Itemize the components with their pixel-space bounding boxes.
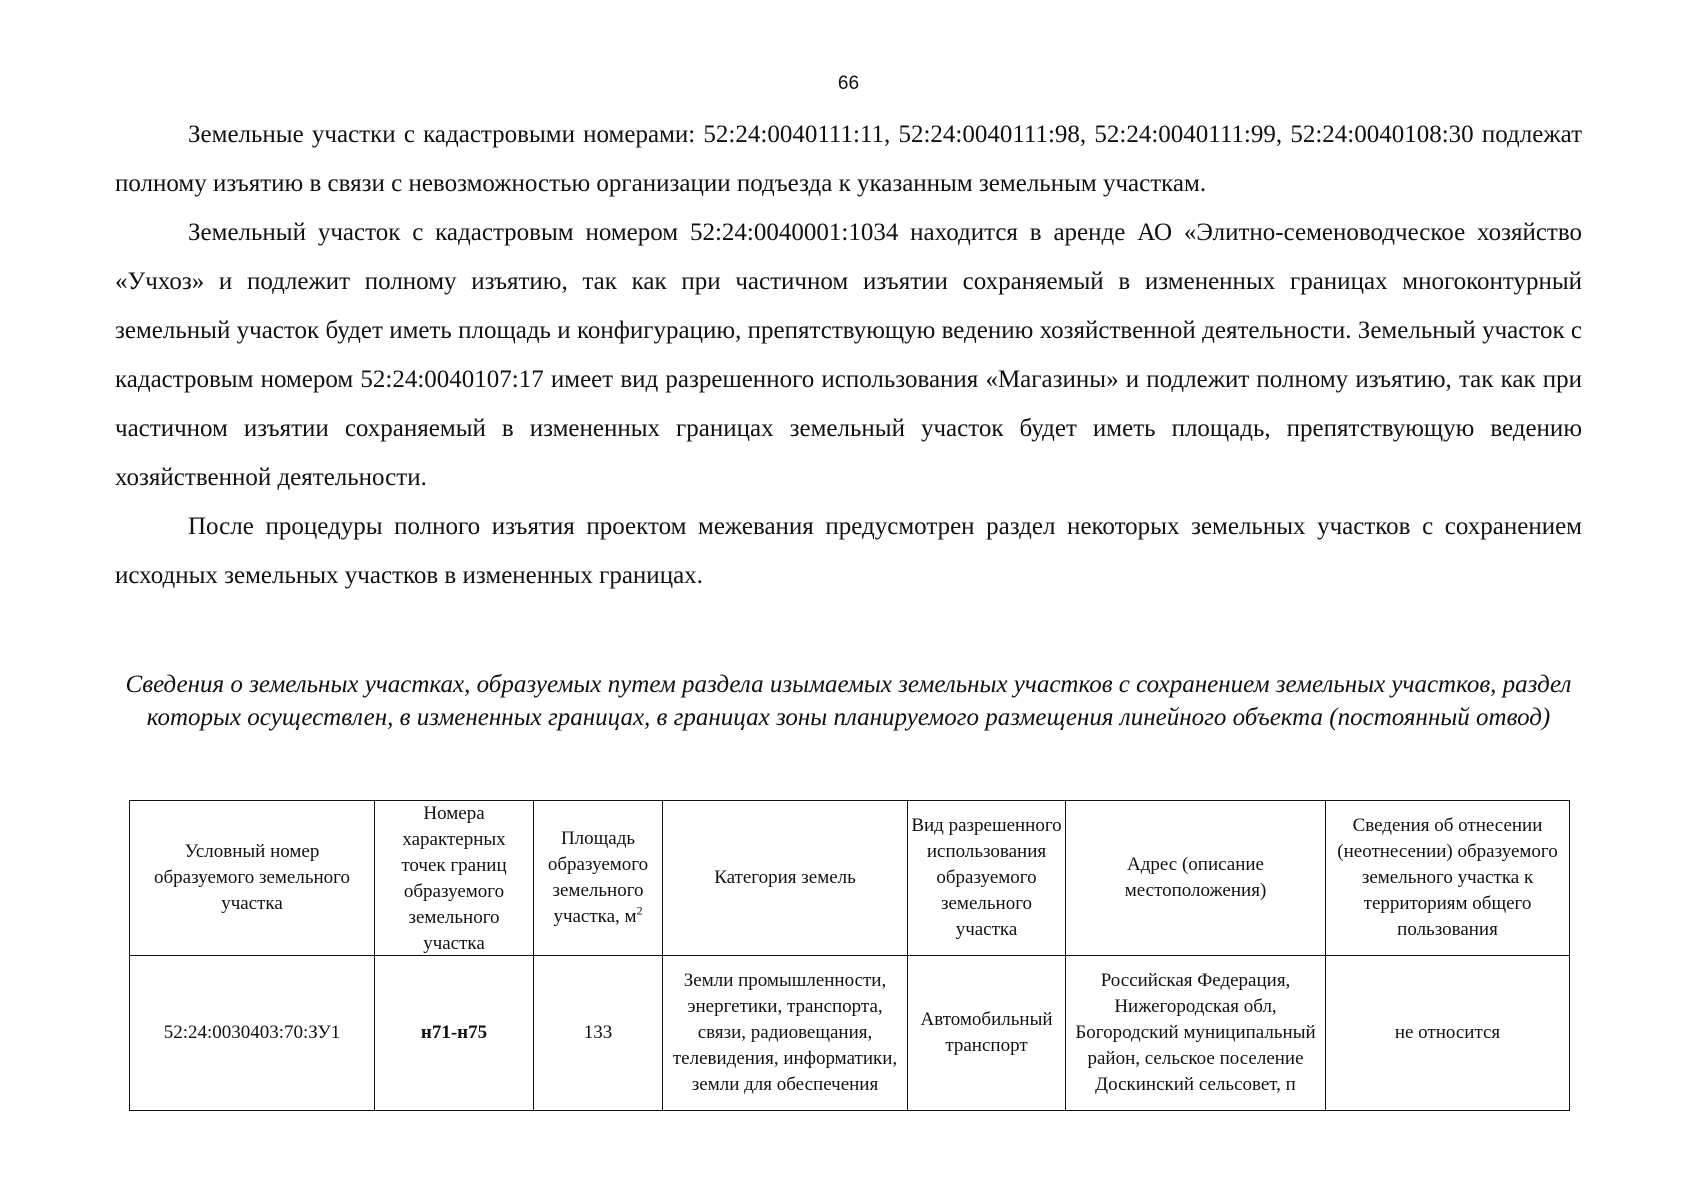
table-header-row: [130, 801, 1570, 956]
header-plot-number: Условный номер образуемого земельного участка: [130, 801, 375, 956]
land-plots-table: [129, 800, 1569, 1111]
table-caption: Сведения о земельных участках, образуемых путем раздела изымаемых земельных участков с сохранением земельных участков, раздел которых осуществлен, в измененных границах, в границах зоны планируемого размещения линейного объекта (постоянный отвод): [125, 671, 1572, 731]
header-area: Площадь образуемого земельного участка, $м^2$: [534, 801, 663, 956]
cell-boundary-points: н71-н75: [375, 956, 534, 1111]
cell-address: Российская Федерация, Нижегородская обл, Богородский муниципальный район, сельское поселение Доскинский сельсовет, п: [1066, 956, 1326, 1111]
cell-public-territory: не относится: [1326, 956, 1570, 1111]
table-row: [130, 956, 1570, 1111]
header-boundary-points: Номера характерных точек границ образуемого земельного участка: [375, 801, 534, 956]
cell-land-category: Земли промышленности, энергетики, транспорта, связи, радиовещания, телевидения, информатики, земли для обеспечения: [663, 956, 908, 1111]
paragraph-3: После процедуры полного изъятия проектом межевания предусмотрен раздел некоторых земельных участков с сохранением исходных земельных участков в измененных границах.: [115, 513, 1582, 589]
header-land-category: Категория земель: [663, 801, 908, 956]
header-public-territory: Сведения об отнесении (неотнесении) образуемого земельного участка к территориям общего пользования: [1326, 801, 1570, 956]
page-number: 66: [837, 73, 860, 94]
header-permitted-use: Вид разрешенного использования образуемого земельного участка: [908, 801, 1066, 956]
cell-plot-number: 52:24:0030403:70:ЗУ1: [130, 956, 375, 1111]
cell-permitted-use: Автомобильный транспорт: [908, 956, 1066, 1111]
cell-area: 133: [534, 956, 663, 1111]
paragraph-2: Земельный участок с кадастровым номером 52:24:0040001:1034 находится в аренде АО «Элитно-семеноводческое хозяйство «Учхоз» и подлежит полному изъятию, так как при частичном изъятии сохраняемый в измененных границах многоконтурный земельный участок будет иметь площадь и конфигурацию, препятствующую ведению хозяйственной деятельности. Земельный участок с кадастровым номером 52:24:0040107:17 имеет вид разрешенного использования «Магазины» и подлежит полному изъятию, так как при частичном изъятии сохраняемый в измененных границах земельный участок будет иметь площадь, препятствующую ведению хозяйственной деятельности.: [115, 219, 1582, 491]
header-address: Адрес (описание местоположения): [1066, 801, 1326, 956]
paragraph-1: Земельные участки с кадастровыми номерами: 52:24:0040111:11, 52:24:0040111:98, 52:24:0040111:99, 52:24:0040108:30 подлежат полному изъятию в связи с невозможностью организации подъезда к указанным земельным участкам.: [115, 121, 1582, 197]
body-text: [115, 110, 1582, 600]
